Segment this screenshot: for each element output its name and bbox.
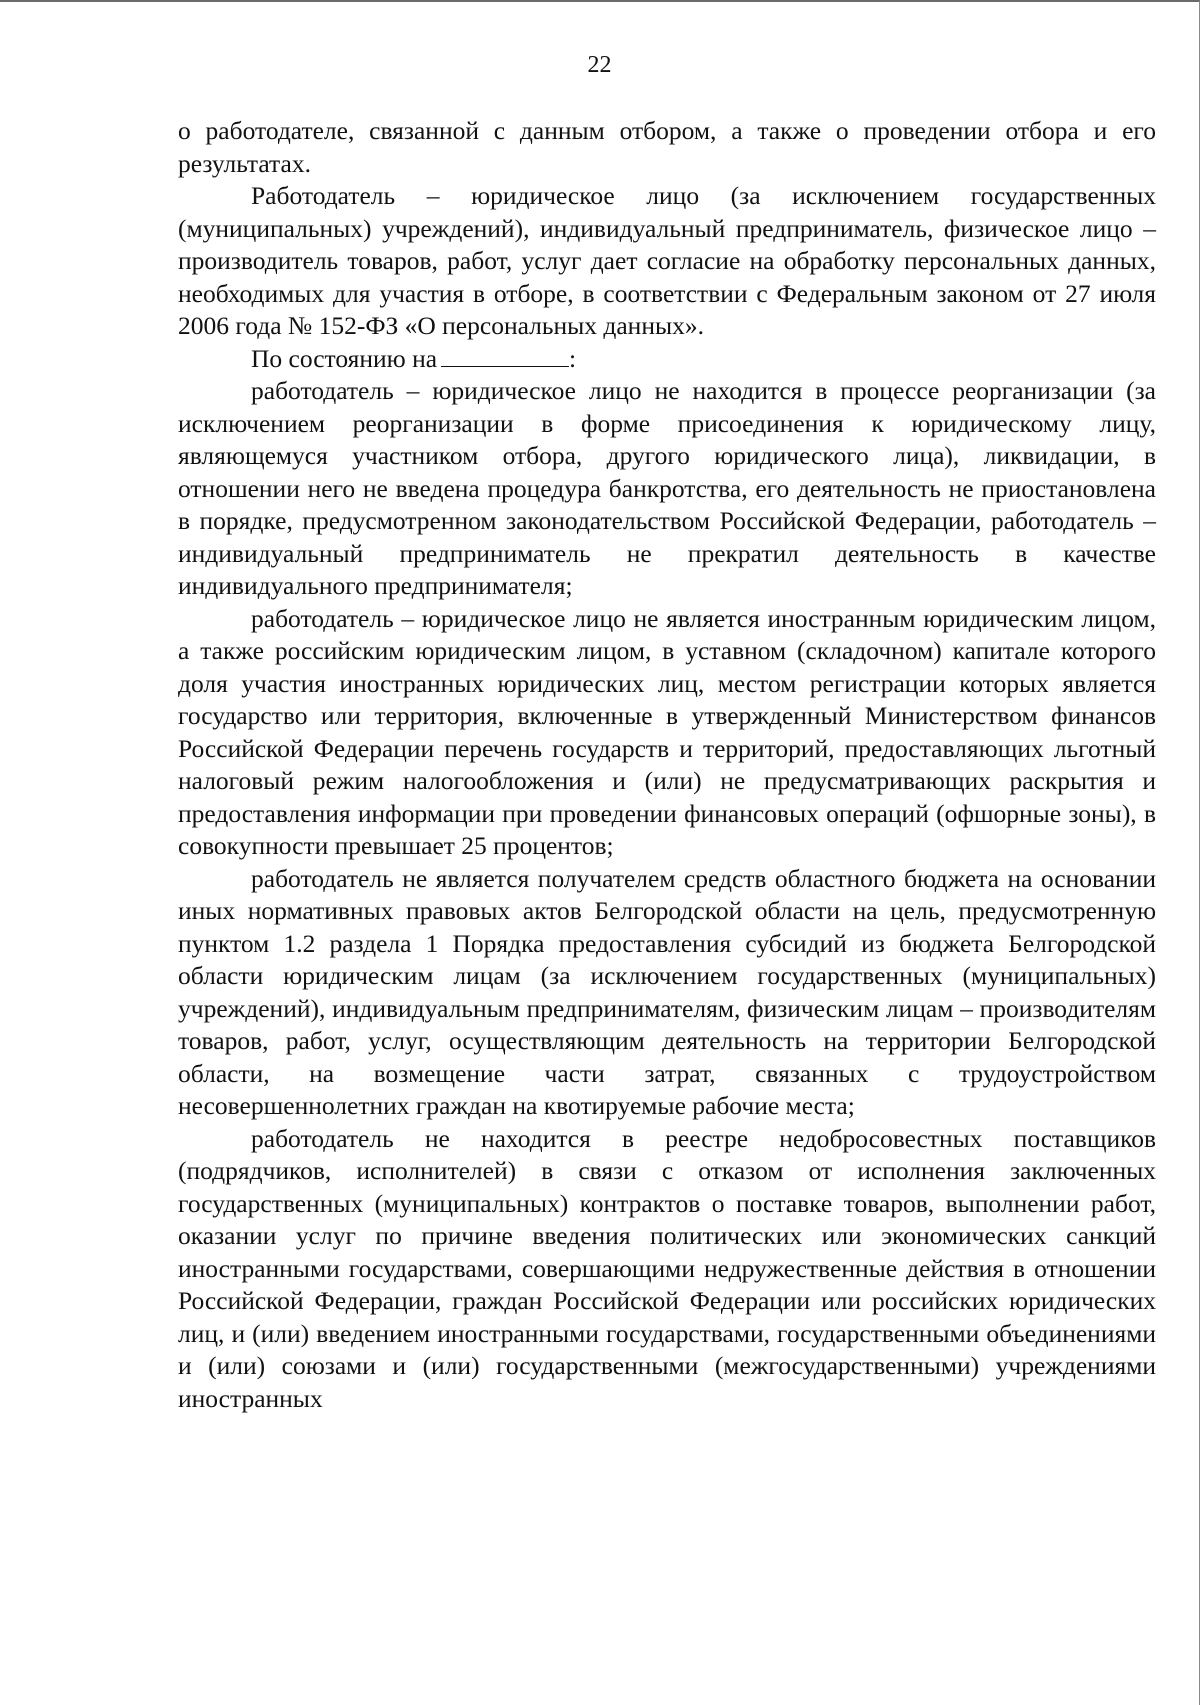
paragraph-personal-data-consent: Работодатель – юридическое лицо (за исключением государственных (муниципальных) учреждений), индивидуальный предприниматель, физическое лицо – производитель товаров, работ, услуг дает согласие на обработку персональных данных, необходимых для участия в отборе, в соответствии с Федеральным законом от 27 июля 2006 года № 152-ФЗ «О персональных данных». bbox=[178, 181, 1156, 340]
page-number: 22 bbox=[587, 52, 612, 78]
status-date-label: По состоянию на bbox=[251, 343, 438, 373]
status-date-suffix: : bbox=[569, 343, 577, 373]
status-date-line bbox=[178, 343, 1156, 376]
paragraph-foreign-entity-condition: работодатель – юридическое лицо не является иностранным юридическим лицом, а также российским юридическим лицом, в уставном (складочном) капитале которого доля участия иностранных юридических лиц, местом регистрации которых является государство или территория, включенные в утвержденный Министерством финансов Российской Федерации перечень государств и территорий, предоставляющих льготный налоговый режим налогообложения и (или) не предусматривающих раскрытия и предоставления информации при проведении финансовых операций (офшорные зоны), в совокупности превышает 25 процентов; bbox=[178, 603, 1156, 860]
paragraph-budget-recipient-condition: работодатель не является получателем средств областного бюджета на основании иных нормативных правовых актов Белгородской области на цель, предусмотренную пунктом 1.2 раздела 1 Порядка предоставления субсидий из бюджета Белгородской области юридическим лицам (за исключением государственных (муниципальных) учреждений), индивидуальным предпринимателям, физическим лицам – производителям товаров, работ, услуг, осуществляющим деятельность на территории Белгородской области, на возмещение части затрат, связанных с трудоустройством несовершеннолетних граждан на квотируемые рабочие места; bbox=[178, 863, 1156, 1120]
date-blank-field bbox=[441, 344, 569, 367]
paragraph-employer-info-continuation: о работодателе, связанной с данным отбором, а также о проведении отбора и его результатах. bbox=[178, 116, 1156, 178]
paragraph-reorganization-condition: работодатель – юридическое лицо не находится в процессе реорганизации (за исключением реорганизации в форме присоединения к юридическому лицу, являющемуся участником отбора, другого юридического лица), ликвидации, в отношении него не введена процедура банкротства, его деятельность не приостановлена в порядке, предусмотренном законодательством Российской Федерации, работодатель – индивидуальный предприниматель не прекратил деятельность в качестве индивидуального предпринимателя; bbox=[178, 376, 1156, 600]
paragraph-unreliable-suppliers-condition: работодатель не находится в реестре недобросовестных поставщиков (подрядчиков, исполнителей) в связи с отказом от исполнения заключенных государственных (муниципальных) контрактов о поставке товаров, выполнении работ, оказании услуг по причине введения политических или экономических санкций иностранными государствами, совершающими недружественные действия в отношении Российской Федерации, граждан Российской Федерации или российских юридических лиц, и (или) введением иностранными государствами, государственными объединениями и (или) союзами и (или) государственными (межгосударственными) учреждениями иностранных bbox=[178, 1123, 1156, 1413]
document-body bbox=[178, 115, 1156, 1415]
